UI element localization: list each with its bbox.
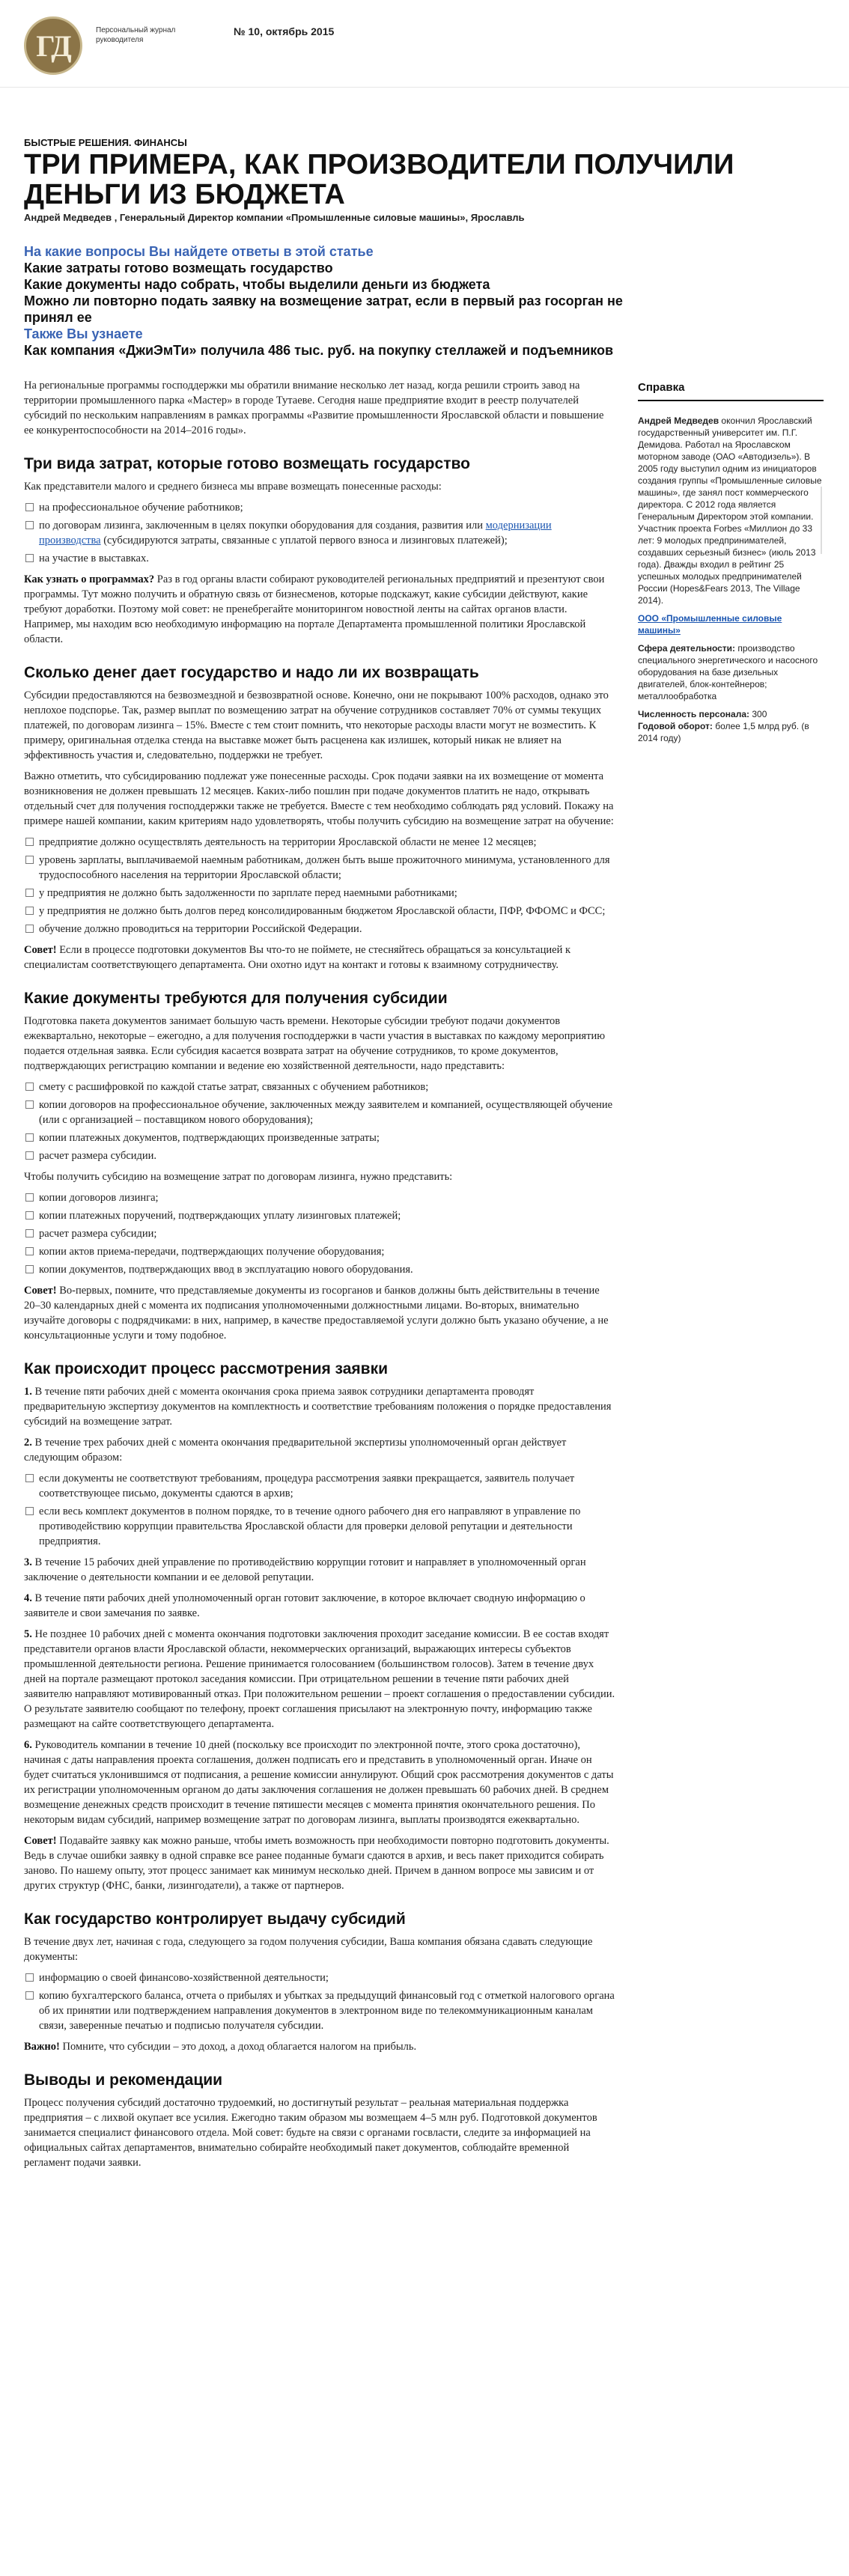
tip-text: Подавайте заявку как можно раньше, чтобы иметь возможность при необходимости повторно подготовить документы. Ведь в случае ошибки заявку в одной справке все ранее поданные бумаги сдаются в архив, и весь пакет приходится собирать заново. По нашему опыту, этот процесс занимает как минимум несколько дней. Причем в данном вопросе мы зависим и от других структур (ФНС, банки, лизингодатели), а также от партнеров. [24,1835,609,1892]
list-item: предприятие должно осуществлять деятельность на территории Ярославской области не менее 12 месяцев; [24,835,615,850]
journal-logo[interactable] [24,16,82,75]
paragraph: Подготовка пакета документов занимает большую часть времени. Некоторые субсидии требуют подачи документов ежеквартально, некоторые – ежегодно, а для получения господдержки в части участия в выставках по каждому мероприятию подается отдельная заявка. Если субсидия касается возврата затрат на обучение сотрудников, то кроме документов, подтверждающих регистрацию компании и ведение ею хозяйственной деятельности, надо представить: [24,1015,606,1072]
question-item: Какие затраты готово возмещать государство [24,261,333,275]
also-heading: Также Вы узнаете [24,326,143,341]
step-text: В течение пяти рабочих дней уполномоченный орган готовит заключение, в которое включает сводную информацию о заявителе и свои замечания по заявке. [24,1592,585,1619]
step [24,1384,615,1429]
staff-label: Численность персонала: [638,709,750,719]
step-text: В течение 15 рабочих дней управление по противодействию коррупции готовит и направляет в уполномоченный орган заключение о деятельности компании и ее деловой репутации. [24,1556,586,1583]
question-item: Какие документы надо собрать, чтобы выделили деньги из бюджета [24,277,490,292]
step-number: 2. [24,1437,32,1449]
list-item [24,518,615,548]
logo-text: ГД [36,28,70,63]
paragraph: Важно отметить, что субсидированию подлежат уже понесенные расходы. Срок подачи заявки на их возмещение от момента возникновения не должен превышать 12 месяцев. Каких-либо пошлин при подаче документов платить не надо, открывать отдельный счет для получения господдержки также не требуется. Вместе с тем необходимо соблюдать ряд условий. Покажу на примере нашей компании, каким критериям надо удовлетворять, чтобы получить субсидию на возмещение затрат на обучение: [24,770,614,827]
paragraph: В течение двух лет, начиная с года, следующего за годом получения субсидии, Ваша компания обязана сдавать следующие документы: [24,1936,593,1963]
list-item: информацию о своей финансово-хозяйственной деятельности; [24,1970,615,1985]
section-heading: Выводы и рекомендации [24,2071,223,2089]
article-body [24,378,615,2176]
list-item: обучение должно проводиться на территории Российской Федерации. [24,922,615,937]
modernization-link[interactable]: модернизации производства [39,520,552,546]
important-label: Важно! [24,2041,60,2053]
list-item: копии платежных документов, подтверждающих произведенные затраты; [24,1130,615,1145]
list-text: (субсидируются затраты, связанные с уплатой первого взноса и лизинговых платежей); [100,535,508,546]
list-item: если документы не соответствуют требованиям, процедура рассмотрения заявки прекращается, заявитель получает соответствующее письмо, документы сдаются в архив; [24,1471,615,1501]
section-heading: Три вида затрат, которые готово возмещать государство [24,455,470,472]
list-item: на профессиональное обучение работников; [24,500,615,515]
list-item: копии договоров на профессиональное обучение, заключенных между заявителем и компанией, осуществляющей обучение (или с организацией – поставщиком нового оборудования); [24,1097,615,1127]
paragraph: Чтобы получить субсидию на возмещение затрат по договорам лизинга, нужно представить: [24,1171,453,1183]
list-item: копии платежных поручений, подтверждающих уплату лизинговых платежей; [24,1208,615,1223]
company-activity [638,642,824,702]
byline: Андрей Медведев , Генеральный Директор компании «Промышленные силовые машины», Ярославль [24,212,525,223]
sidebar-scroll-edge [821,487,822,554]
section-heading: Какие документы требуются для получения субсидии [24,990,448,1007]
tip-label: Совет! [24,944,57,956]
inline-heading: Как узнать о программах? [24,573,155,585]
step-number: 1. [24,1386,32,1398]
header-divider [0,87,849,88]
tip-label: Совет! [24,1285,57,1297]
tip-text: Во-первых, помните, что представляемые документы из госорганов и банков должны быть действительны в течение 20–30 календарных дней с момента их подписания уполномоченными должностными лицами. Во-вторых, внимательно изучайте договоры с подрядчиками: в них, например, в качестве предоставляемой услуги должно быть указано обучение, а не консультационные услуги и тому подобное. [24,1285,609,1342]
step-number: 5. [24,1628,32,1640]
list-item: копии договоров лизинга; [24,1190,615,1205]
paragraph: Процесс получения субсидий достаточно трудоемкий, но достигнутый результат – реальная материальная поддержка предприятия – с лихвой окупает все усилия. Ежегодно таким образом мы возмещаем 4–5 млн руб. Подготовкой документов занимается специалист финансового отдела. Мой совет: будьте на связи с органами госвласти, следите за информацией на официальных сайтах департаментов, внимательно собирайте необходимый пакет документов, соблюдайте временной регламент подачи заявки. [24,2097,597,2169]
turnover-text: более 1,5 млрд руб. (в 2014 году) [638,721,809,743]
also-item: Как компания «ДжиЭмТи» получила 486 тыс. руб. на покупку стеллажей и подъемников [24,343,614,358]
article-intro [24,243,668,359]
staff-text: 300 [749,709,767,719]
company-info [638,612,824,636]
author-name: Андрей Медведев [638,415,719,426]
rubric: БЫСТРЫЕ РЕШЕНИЯ. ФИНАНСЫ [24,137,187,148]
step [24,1435,615,1465]
training-docs-list [24,1080,615,1163]
step-text: Не позднее 10 рабочих дней с момента окончания подготовки заключения проходит заседание комиссии. В ее состав входят представители органов власти Ярославской области, некоммерческих организаций, выражающих интересы субъектов промышленной деятельности региона. Решение принимается голосованием (большинством голосов). Затем в течение двух дней на портале размещают протокол заседания комиссии. При отрицательном решении в течение пяти рабочих дней заявителю направляют мотивированный отказ. При положительном решении – проект соглашения о предоставлении субсидии. О результате заявителю сообщают по телефону, проект соглашения присылают на электронную почту, информацию также размещают на сайте соответствующего департамента. [24,1628,615,1730]
paragraph [24,572,615,647]
step-text: В течение пяти рабочих дней с момента окончания срока приема заявок сотрудники департамента проводят предварительную экспертизу документов на комплектность и соответствие требованиям положения о порядке предоставления субсидий на возмещение затрат. [24,1386,612,1428]
tip [24,1833,615,1893]
list-item: на участие в выставках. [24,551,615,566]
tip [24,943,615,972]
step-number: 3. [24,1556,32,1568]
paragraph: Как представители малого и среднего бизнеса мы вправе возмещать понесенные расходы: [24,481,442,493]
question-item: Можно ли повторно подать заявку на возмещение затрат, если в первый раз госорган не принял ее [24,293,623,325]
company-staff [638,708,824,744]
list-item: у предприятия не должно быть долгов перед консолидированным бюджетом Ярославской области, ПФР, ФФОМС и ФСС; [24,904,615,919]
activity-text: производство специального энергетического и насосного оборудования на базе дизельных двигателей, блок-контейнеров; металлообработка [638,643,818,701]
list-item: копии актов приема-передачи, подтверждающих получение оборудования; [24,1244,615,1259]
sidebar-title: Справка [638,382,824,401]
step-number: 4. [24,1592,32,1604]
step-text: Руководитель компании в течение 10 дней (поскольку все происходит по электронной почте, этого срока достаточно), начиная с даты направления проекта соглашения, должен подписать его и представить в уполномоченный орган. Иначе он будет считаться уклонившимся от подписания, а решение комиссии аннулируют. Общий срок рассмотрения документов с даты их регистрации уполномоченным органом до даты заключения соглашения не должен превышать 60 рабочих дней. В среднем возмещение денежных средств происходит в течение пятишести месяцев с момента принятия окончательного решения. По некоторым видам субсидий, например возмещение затрат по договорам лизинга, выплаты производятся ежеквартально. [24,1739,614,1826]
reporting-list [24,1970,615,2033]
paragraph: Субсидии предоставляются на безвозмездной и безвозвратной основе. Конечно, они не покрывают 100% расходов, однако это неплохое подспорье. Так, размер выплат по возмещению затрат на обучение сотрудников составляет 70% от суммы текущих платежей, по договорам лизинга – 15%. Вместе с тем стоит помнить, что некоторые расходы власти могут не возместить. К примеру, оригинальная отделка стенда на выставке может быть расценена как излишек, который никак не влияет на эффективность участия и, следовательно, поддержки не требует. [24,689,609,761]
step [24,1555,615,1585]
questions-heading: На какие вопросы Вы найдете ответы в этой статье [24,244,374,259]
section-heading: Сколько денег дает государство и надо ли их возвращать [24,664,479,681]
list-item: уровень зарплаты, выплачиваемой наемным работникам, должен быть выше прожиточного минимума, установленного для трудоспособного населения на территории Ярославской области; [24,853,615,883]
step [24,1591,615,1621]
outcome-list [24,1471,615,1549]
leasing-docs-list [24,1190,615,1277]
paragraph-text: Раз в год органы власти собирают руководителей региональных предприятий и презентуют свои программы. Тут можно получить и обратную связь от бизнесменов, которые подскажут, какие субсидии действуют, какие требуют доработки. Поэтому мой совет: не пренебрегайте мониторингом новостной ленты на сайтах органов власти. Например, мы находим всю необходимую информацию на портале Департамента промышленной политики Ярославской области. [24,573,605,645]
activity-label: Сфера деятельности: [638,643,736,654]
journal-name: Персональный журнал руководителя [96,26,176,44]
lead-paragraph: На региональные программы господдержки мы обратили внимание несколько лет назад, когда решили строить завод на территории промышленного парка «Мастер» в городе Тутаеве. Сегодня наше предприятие входит в реестр получателей субсидий по нескольким направлениям в рамках программы «Развитие промышленности Ярославской области и повышение ее конкурентоспособности на 2014–2016 годы». [24,380,604,436]
list-item: расчет размера субсидии; [24,1226,615,1241]
list-item: смету с расшифровкой по каждой статье затрат, связанных с обучением работников; [24,1080,615,1094]
turnover-label: Годовой оборот: [638,721,713,731]
step [24,1627,615,1732]
list-item: расчет размера субсидии. [24,1148,615,1163]
author-bio [638,415,824,606]
list-item: если весь комплект документов в полном порядке, то в течение одного рабочего дня его направляют в управление по противодействию коррупции правительства Ярославской области для проверки деловой репутации и деятельности предприятия. [24,1504,615,1549]
bio-text: окончил Ярославский государственный университет им. П.Г. Демидова. Работал на Ярославском моторном заводе (ОАО «Автодизель»). В 2005 году выступил одним из инициаторов создания группы «Промышленные силовые машины», где занял пост коммерческого директора. С 2012 года является Генеральным Директором этой компании. Участник проекта Forbes «Миллион до 33 лет: 9 молодых предпринимателей, создавших серьезный бизнес» (июль 2013 года). Дважды входил в рейтинг 25 успешных молодых предпринимателей России (Hopes&Fears 2013, The Village 2014). [638,415,822,606]
list-item: копию бухгалтерского баланса, отчета о прибылях и убытках за предыдущий финансовый год с отметкой налогового органа об их принятии или подтверждением направления документов в электронном виде по телекоммуникационным каналам связи, заверенные печатью и подписью получателя субсидии. [24,1988,615,2033]
tip-text: Если в процессе подготовки документов Вы что-то не поймете, не стесняйтесь обращаться за консультацией к специалистам соответствующего департамента. Они охотно идут на контакт и готовы к взаимному сотрудничеству. [24,944,570,971]
step [24,1738,615,1827]
criteria-list [24,835,615,937]
section-heading: Как государство контролирует выдачу субсидий [24,1910,406,1928]
issue-number: № 10, октябрь 2015 [234,25,335,37]
important-note [24,2039,615,2054]
company-link[interactable]: ООО «Промышленные силовые машины» [638,613,782,636]
list-text: по договорам лизинга, заключенным в целях покупки оборудования для создания, развития или [39,520,486,532]
important-text: Помните, что субсидии – это доход, а доход облагается налогом на прибыль. [59,2041,417,2053]
tip [24,1283,615,1343]
section-heading: Как происходит процесс рассмотрения заявки [24,1360,388,1377]
expense-list [24,500,615,566]
list-item: у предприятия не должно быть задолженности по зарплате перед наемными работниками; [24,886,615,901]
list-item: копии документов, подтверждающих ввод в эксплуатацию нового оборудования. [24,1262,615,1277]
article-title: ТРИ ПРИМЕРА, КАК ПРОИЗВОДИТЕЛИ ПОЛУЧИЛИ ДЕНЬГИ ИЗ БЮДЖЕТА [24,149,734,210]
sidebar-reference [638,382,824,750]
step-text: В течение трех рабочих дней с момента окончания предварительной экспертизы уполномоченный орган действует следующим образом: [24,1437,567,1464]
tip-label: Совет! [24,1835,57,1847]
step-number: 6. [24,1739,32,1751]
